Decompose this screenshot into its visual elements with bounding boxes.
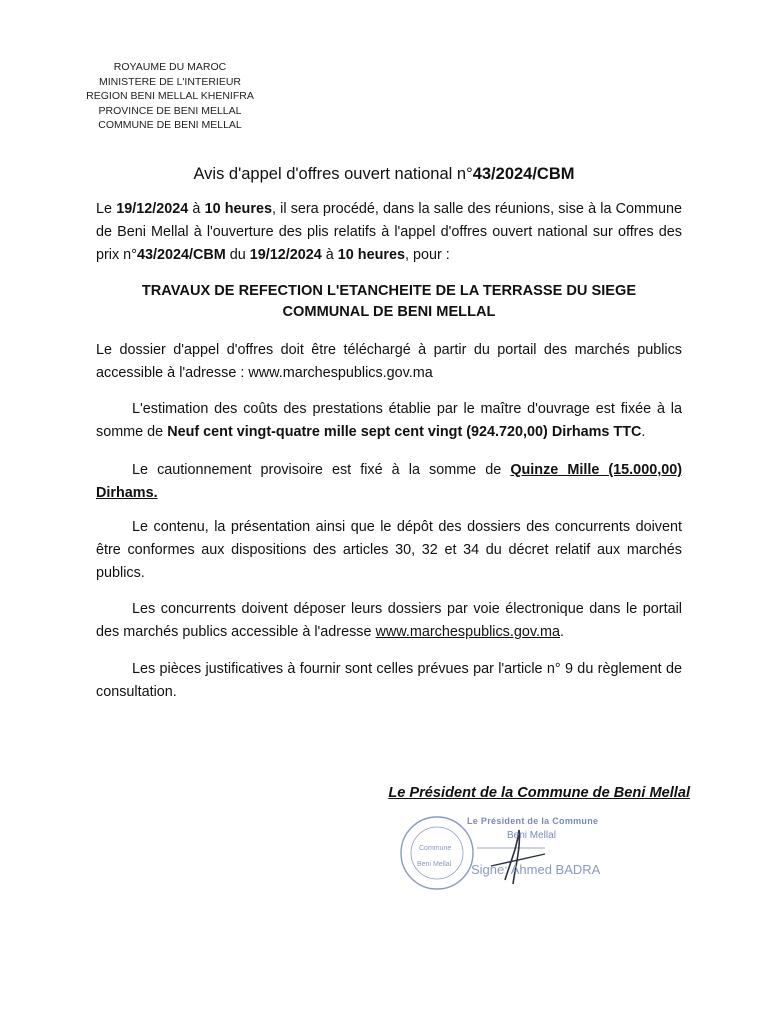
caution-paragraph — [96, 459, 682, 505]
depot-end: . — [560, 624, 564, 640]
stamp-signed: Signe: Ahmed BADRA — [471, 862, 601, 877]
subject-line-1: TRAVAUX DE REFECTION L'ETANCHEITE DE LA TERRASSE DU SIEGE — [141, 283, 637, 299]
intro-number: 43/2024/CBM — [136, 247, 226, 263]
header-line-province: PROVINCE DE BENI MELLAL — [98, 104, 242, 117]
seal-text-1: Commune — [419, 845, 452, 852]
intro-hour-2: 10 heures — [337, 247, 405, 263]
title-prefix: Avis d'appel d'offres ouvert national n° — [193, 165, 473, 183]
intro-paragraph — [96, 198, 682, 267]
intro-date-1: 19/12/2024 — [116, 201, 189, 217]
tender-subject — [96, 281, 682, 323]
intro-text-3: , il sera procédé, dans la salle des réunions, sise à la Commune de Beni Mellal à l'ouverture des plis relatifs à l'appel d'offres ouvert national sur offres des prix n° — [96, 201, 682, 263]
pieces-paragraph: Les pièces justificatives à fournir sont celles prévues par l'article n° 9 du règlement de consultation. — [96, 661, 682, 700]
header-line-commune: COMMUNE DE BENI MELLAL — [98, 119, 242, 132]
administrative-header — [80, 60, 260, 133]
caution-text: Le cautionnement provisoire est fixé à la somme de — [132, 462, 511, 478]
estimation-end: . — [641, 424, 646, 440]
official-stamp — [395, 808, 635, 898]
intro-text-1: Le — [96, 201, 117, 217]
contenu-paragraph: Le contenu, la présentation ainsi que le dépôt des dossiers des concurrents doivent être conformes aux dispositions des articles 30, 32 et 34 du décret relatif aux marchés publics. — [96, 519, 682, 581]
intro-text-6: , pour : — [405, 247, 450, 263]
header-line-ministry: MINISTERE DE L'INTERIEUR — [98, 75, 242, 88]
header-line-region: REGION BENI MELLAL KHENIFRA — [86, 90, 254, 103]
notice-title — [0, 165, 768, 184]
signer-title: Le Président de la Commune de Beni Mellal — [388, 785, 690, 801]
estimation-amount: Neuf cent vingt-quatre mille sept cent vingt (924.720,00) Dirhams TTC — [167, 424, 642, 440]
intro-hour-1: 10 heures — [204, 201, 272, 217]
estimation-paragraph — [96, 398, 682, 444]
stamp-line-1: Le Président de la Commune — [467, 816, 599, 826]
caution-currency: Dirhams. — [96, 485, 158, 501]
dossier-paragraph: Le dossier d'appel d'offres doit être téléchargé à partir du portail des marchés publics accessible à l'adresse : www.marchespublics.gov.ma — [96, 342, 682, 381]
estimation-text: L'estimation des coûts des prestations établie par le maître d'ouvrage est fixée à la somme de — [96, 401, 682, 440]
depot-text: Les concurrents doivent déposer leurs dossiers par voie électronique dans le portail des marchés publics accessible à l'adresse — [96, 601, 682, 640]
title-number: 43/2024/CBM — [472, 165, 575, 183]
intro-text-5: à — [321, 247, 338, 263]
depot-paragraph — [96, 598, 682, 644]
intro-text-2: à — [188, 201, 205, 217]
seal-text-2: Beni Mellal — [417, 861, 452, 868]
caution-amount: Quinze Mille (15.000,00) — [510, 462, 682, 478]
intro-date-2: 19/12/2024 — [249, 247, 322, 263]
intro-text-4: du — [225, 247, 250, 263]
portal-link[interactable]: www.marchespublics.gov.ma — [375, 624, 560, 640]
stamp-line-2: Beni Mellal — [507, 830, 556, 841]
subject-line-2: COMMUNAL DE BENI MELLAL — [282, 304, 496, 320]
header-line-kingdom: ROYAUME DU MAROC — [113, 61, 227, 73]
